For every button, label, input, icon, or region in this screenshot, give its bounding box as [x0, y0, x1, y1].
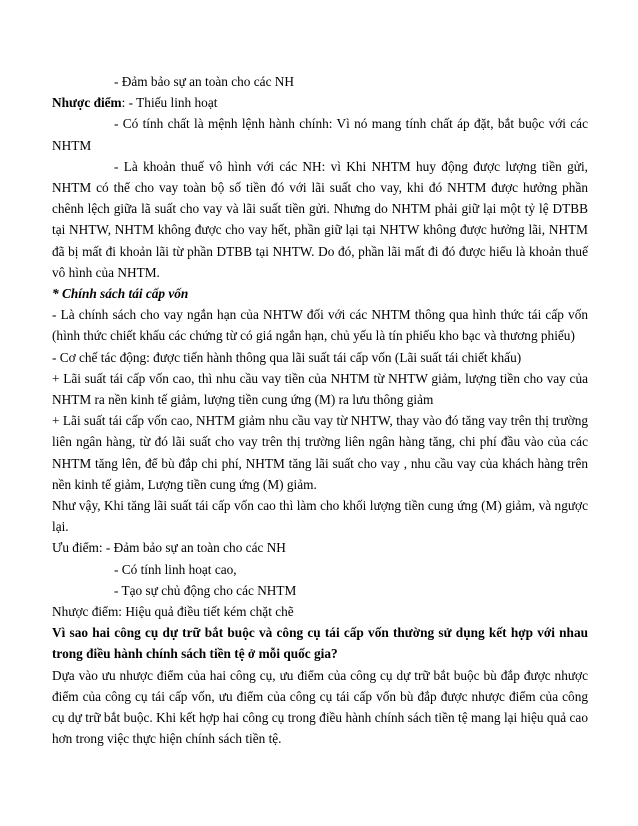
disadvantage-line: [52, 92, 588, 113]
paragraph-effect-1: + Lãi suất tái cấp vốn cao, thì nhu cầu vay tiền của NHTM từ NHTW giảm, lượng tiền cho vay của NHTM ra nền kinh tế giảm, lượng tiền cung ứng (M) ra lưu thông giảm: [52, 370, 588, 408]
heading-text: Chính sách tái cấp vốn: [61, 286, 189, 302]
question: Vì sao hai công cụ dự trữ bắt buộc và công cụ tái cấp vốn thường sử dụng kết hợp với nhau trong điều hành chính sách tiền tệ ở mỗi quốc gia?: [52, 625, 588, 662]
section-heading: [52, 283, 588, 304]
paragraph-definition: - Là chính sách cho vay ngắn hạn của NHTW đối với các NHTM thông qua hình thức tái cấp vốn (hình thức chiết khấu các chứng từ có giá ngắn hạn, chủ yếu là tín phiếu kho bạc và thương phiếu): [52, 307, 588, 344]
paragraph-effect-2: + Lãi suất tái cấp vốn cao, NHTM giảm nhu cầu vay từ NHTW, thay vào đó tăng vay trên thị trường liên ngân hàng, từ đó lãi suất cho vay trên thị trường liên ngân hàng tăng, chi phí đầu vào của các NHTM tăng lên, để bù đắp chi phí, NHTM tăng lãi suất cho vay , nhu cầu vay của khách hàng trên nền kinh tế giảm, Lượng tiền cung ứng (M) giảm.: [52, 413, 588, 492]
disadvantage-point-1: - Có tính chất là mệnh lệnh hành chính: Vì nó mang tính chất áp đặt, bắt buộc với các NHTM: [52, 116, 588, 153]
answer: Dựa vào ưu nhược điểm của hai công cụ, ưu điểm của công cụ dự trữ bắt buộc bù đắp được nhược điểm của công cụ tái cấp vốn, ưu điểm của công cụ tái cấp vốn bù đắp được nhược điểm của công cụ dự trữ bắt buộc. Khi kết hợp hai công cụ trong điều hành chính sách tiền tệ mang lại hiệu quả cao hơn trong việc thực hiện chính sách tiền tệ.: [52, 667, 588, 747]
advantage-line: - Đảm bảo sự an toàn cho các NH: [114, 74, 295, 89]
advantage-item-2: - Có tính linh hoạt cao,: [114, 561, 237, 577]
advantage-item-3: - Tạo sự chủ động cho các NHTM: [114, 582, 297, 598]
document-page: [52, 71, 588, 750]
disadvantage-label: Nhược điểm: [52, 95, 122, 111]
paragraph-conclusion: Như vậy, Khi tăng lãi suất tái cấp vốn cao thì làm cho khối lượng tiền cung ứng (M) giảm, và ngược lại.: [52, 498, 588, 535]
paragraph-mechanism: - Cơ chế tác động: được tiến hành thông qua lãi suất tái cấp vốn (Lãi suất tái chiết khấu): [52, 349, 522, 365]
disadvantage-point-2: - Là khoản thuế vô hình với các NH: vì Khi NHTM huy động được lượng tiền gửi, NHTM có thể cho vay toàn bộ số tiền đó với lãi suất cho vay, khi đó NHTM được hưởng phần chênh lệch giữa lã suất cho vay và lãi suất tiền gửi. Nhưng do NHTM phải giữ lại một tỷ lệ DTBB tại NHTW, NHTM không được cho vay hết, phần giữ lại tại NHTW không được hưởng lãi, NHTM đã bị mất đi khoản lãi từ phần DTBB tại NHTW. Do đó, phần lãi mất đi đó được hiểu là khoản thuế vô hình của NHTM.: [52, 158, 588, 280]
disadvantages-line: Nhược điểm: Hiệu quả điều tiết kém chặt chẽ: [52, 604, 294, 620]
disadvantage-text: : - Thiếu linh hoạt: [121, 95, 218, 111]
heading-prefix: *: [52, 286, 62, 302]
advantages-line: Ưu điểm: - Đảm bảo sự an toàn cho các NH: [52, 540, 286, 556]
